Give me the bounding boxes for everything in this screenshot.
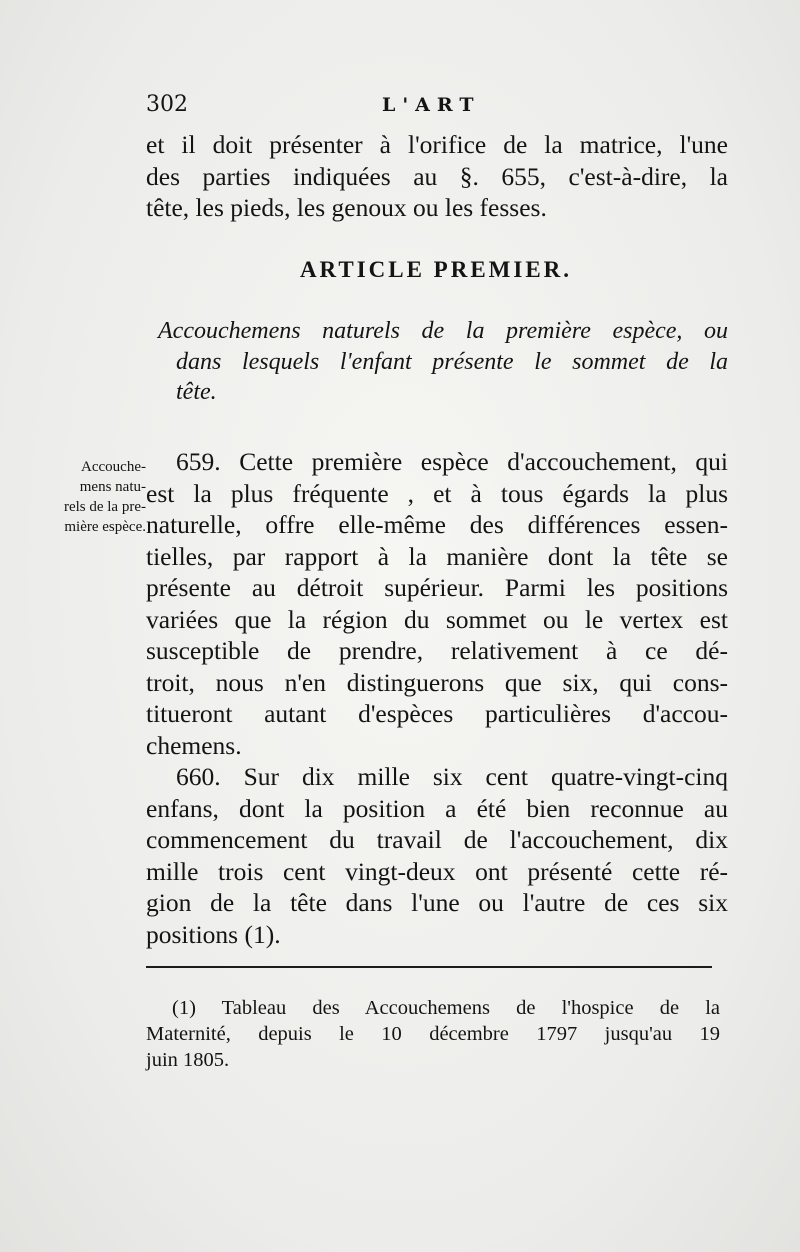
marginal-note	[46, 457, 146, 537]
footnote-line: juin 1805.	[146, 1049, 230, 1071]
text-line: titueront autant d'espèces particulières d'accou-	[146, 699, 728, 728]
text-line: susceptible de prendre, relativement à ce dé-	[146, 636, 728, 665]
text-line: positions (1).	[146, 919, 281, 949]
marginal-note-line: Accouche-	[81, 459, 146, 475]
text-line: 660. Sur dix mille six cent quatre-vingt-cinq	[176, 762, 728, 791]
text-line: mille trois cent vingt-deux ont présenté cette ré-	[146, 856, 728, 886]
subtitle-line: tête.	[176, 379, 217, 405]
intro-paragraph	[146, 129, 728, 224]
footnote	[146, 995, 720, 1073]
paragraph-659	[146, 446, 728, 761]
text-line: troit, nous n'en distinguerons que six, qui cons-	[146, 667, 728, 697]
marginal-note-line: rels de la pre-	[63, 499, 146, 515]
article-subtitle	[146, 316, 728, 408]
paragraph-660	[146, 761, 728, 950]
marginal-note-line: mière espèce.	[64, 519, 146, 535]
text-line: enfans, dont la position a été bien reconnue au	[146, 793, 728, 823]
text-line: et il doit présenter à l'orifice de la matrice, l'une	[146, 130, 728, 159]
text-line: présente au détroit supérieur. Parmi les positions	[146, 573, 728, 602]
subtitle-line: dans lesquels l'enfant présente le sommet de la	[176, 348, 728, 375]
marginal-note-line: mens natu-	[79, 479, 146, 495]
article-heading: ARTICLE PREMIER.	[299, 257, 573, 282]
text-line: chemens.	[146, 730, 242, 760]
text-line: est la plus fréquente , et à tous égards la plus	[146, 478, 728, 508]
footnote-rule	[146, 966, 712, 968]
running-head: L'ART	[382, 94, 481, 116]
page-header	[146, 92, 726, 122]
text-line: gion de la tête dans l'une ou l'autre de ces six	[146, 888, 728, 917]
text-line: variées que la région du sommet ou le vertex est	[146, 604, 728, 634]
footnote-line: Maternité, depuis le 10 décembre 1797 jusqu'au 19	[146, 1023, 720, 1045]
text-line: naturelle, offre elle-même des différences essen-	[146, 510, 728, 539]
text-line: tielles, par rapport à la manière dont la tête se	[146, 541, 728, 571]
text-line: 659. Cette première espèce d'accouchement, qui	[176, 447, 728, 476]
text-line: tête, les pieds, les genoux ou les fesses.	[146, 193, 547, 222]
subtitle-line: Accouchemens naturels de la première espèce, ou	[158, 318, 728, 344]
page-number: 302	[146, 92, 188, 117]
footnote-line: (1) Tableau des Accouchemens de l'hospice de la	[172, 997, 720, 1019]
text-line: commencement du travail de l'accouchement, dix	[146, 825, 728, 854]
text-line: des parties indiquées au §. 655, c'est-à-dire, la	[146, 161, 728, 191]
